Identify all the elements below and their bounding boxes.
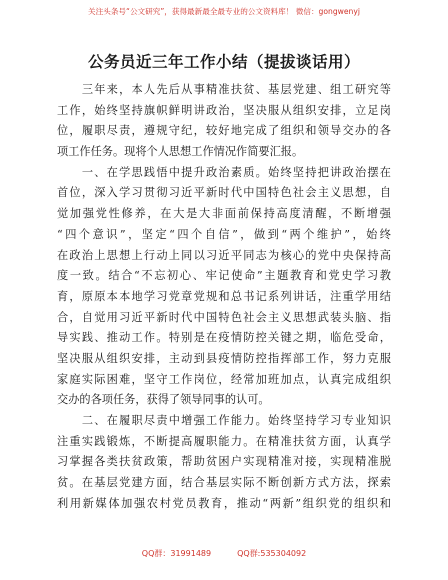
qq-group-1: QQ群：31991489 [141,549,212,558]
text-line: 在政治上思想上行动上同以习近平同志为核心的党中央保持高 [57,248,391,262]
text-line: 合，自觉用习近平新时代中国特色社会主义思想武装头脑、指 [57,310,391,324]
text-line: 度一致。结合“不忘初心、牢记使命”主题教育和党史学习教 [57,269,391,283]
text-line: 项工作任务。现将个人思想工作情况作简要汇报。 [57,145,304,159]
text-line: 注重实践锻炼，不断提高履职能力。在精准扶贫方面，认真学 [57,434,391,448]
text-line: 导实践、推动工作。特别是在疫情防控关键之期，临危受命， [57,331,391,345]
text-line: 利用新媒体加强农村党员教育，推动“两新”组织党的组织和 [57,496,391,510]
qq-group-2: QQ群:535304092 [237,549,307,558]
text-line: 工作，始终坚持旗帜鲜明讲政治，坚决服从组织安排，立足岗 [57,103,391,117]
text-line: 交办的各项任务，获得了领导同事的认可。 [57,393,270,407]
document-body [57,80,391,514]
text-line: 习掌握各类扶贫政策，帮助贫困户实现精准对接，实现精准脱 [57,455,391,469]
text-line: 觉加强党性修养，在大是大非面前保持高度清醒，不断增强 [57,207,391,221]
text-line: “四个意识”，坚定“四个自信”，做到“两个维护”，始终 [57,227,391,241]
document-title: 公务员近三年工作小结（提拔谈话用） [87,53,360,71]
text-line: 家庭实际困难，坚守工作岗位，经常加班加点，认真完成组织 [57,372,391,386]
text-line: 位，履职尽责，遵规守纪，较好地完成了组织和领导交办的各 [57,124,391,138]
top-banner: 关注头条号“公文研究”，获得最新最全最专业的公文资料库！ 微信：gongwenyj [88,7,360,16]
text-line: 贫。在基层党建方面，结合基层实际不断创新方式方法，探索 [57,476,391,490]
text-line: 三年来，本人先后从事精准扶贫、基层党建、组工研究等 [57,83,391,96]
text-line: 二、在履职尽责中增强工作能力。始终坚持学习专业知识 [57,414,391,427]
text-line: 一、在学思践悟中提升政治素质。始终坚持把讲政治摆在 [57,165,391,179]
text-line: 坚决服从组织安排，主动到县疫情防控指挥部工作，努力克服 [57,351,391,365]
footer-contacts [0,548,448,559]
text-line: 育，原原本本地学习党章党规和总书记系列讲话，注重学用结 [57,289,391,303]
text-line: 首位，深入学习贯彻习近平新时代中国特色社会主义思想，自 [57,186,391,200]
